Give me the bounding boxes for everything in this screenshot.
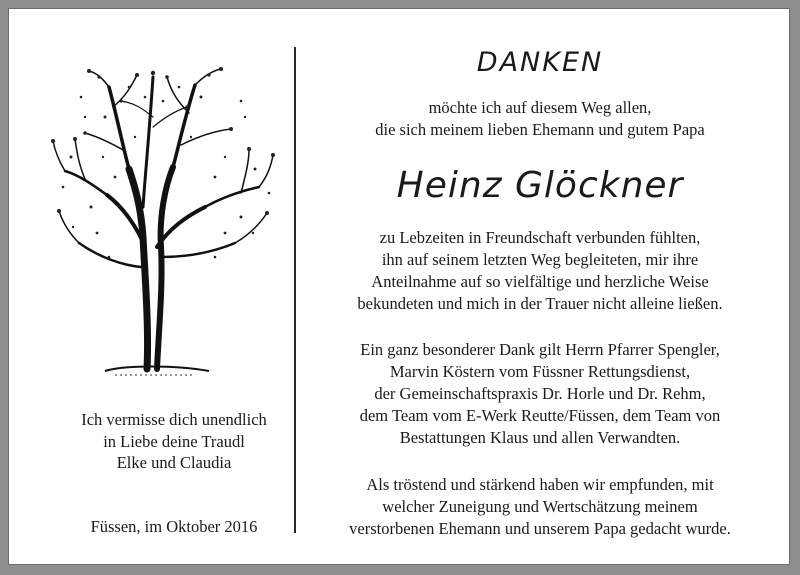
paragraph-line: dem Team vom E-Werk Reutte/Füssen, dem Team von bbox=[359, 406, 721, 425]
paragraph-line: Anteilnahme auf so vielfältige und herzliche Weise bbox=[371, 272, 709, 291]
paragraph-2 bbox=[305, 339, 775, 449]
closing-line: Elke und Claudia bbox=[116, 453, 232, 472]
intro-line: die sich meinem lieben Ehemann und gutem Papa bbox=[375, 120, 705, 139]
closing-line: in Liebe deine Traudl bbox=[103, 431, 245, 451]
paragraph-line: Marvin Köstern vom Füssner Rettungsdienst, bbox=[389, 362, 691, 381]
paragraph-line: verstorbenen Ehemann und unserem Papa gedacht wurde. bbox=[349, 519, 731, 538]
paragraph-1 bbox=[305, 227, 775, 315]
obituary-card bbox=[8, 8, 790, 565]
intro-text bbox=[305, 97, 775, 141]
paragraph-3 bbox=[305, 474, 775, 540]
paragraph-line: Ein ganz besonderer Dank gilt Herrn Pfarrer Spengler, bbox=[360, 340, 720, 359]
vertical-divider bbox=[294, 47, 296, 533]
paragraph-line: zu Lebzeiten in Freundschaft verbunden fühlten, bbox=[379, 228, 701, 247]
paragraph-line: welcher Zuneigung und Wertschätzung meinem bbox=[382, 497, 698, 516]
heading: DANKEN bbox=[476, 47, 604, 78]
closing-message bbox=[39, 409, 309, 474]
place-date: Füssen, im Oktober 2016 bbox=[90, 517, 258, 536]
paragraph-line: Als tröstend und stärkend haben wir empfunden, mit bbox=[366, 475, 714, 494]
paragraph-line: der Gemeinschaftspraxis Dr. Horle und Dr. Rehm, bbox=[374, 384, 706, 403]
paragraph-line: Bestattungen Klaus und allen Verwandten. bbox=[399, 428, 681, 447]
closing-line: Ich vermisse dich unendlich bbox=[81, 410, 267, 429]
paragraph-line: bekundeten und mich in der Trauer nicht alleine ließen. bbox=[357, 294, 723, 313]
deceased-name: Heinz Glöckner bbox=[396, 165, 684, 206]
paragraph-line: ihn auf seinem letzten Weg begleiteten, mir ihre bbox=[381, 250, 699, 269]
tree-icon bbox=[45, 57, 285, 379]
intro-line: möchte ich auf diesem Weg allen, bbox=[428, 98, 652, 117]
